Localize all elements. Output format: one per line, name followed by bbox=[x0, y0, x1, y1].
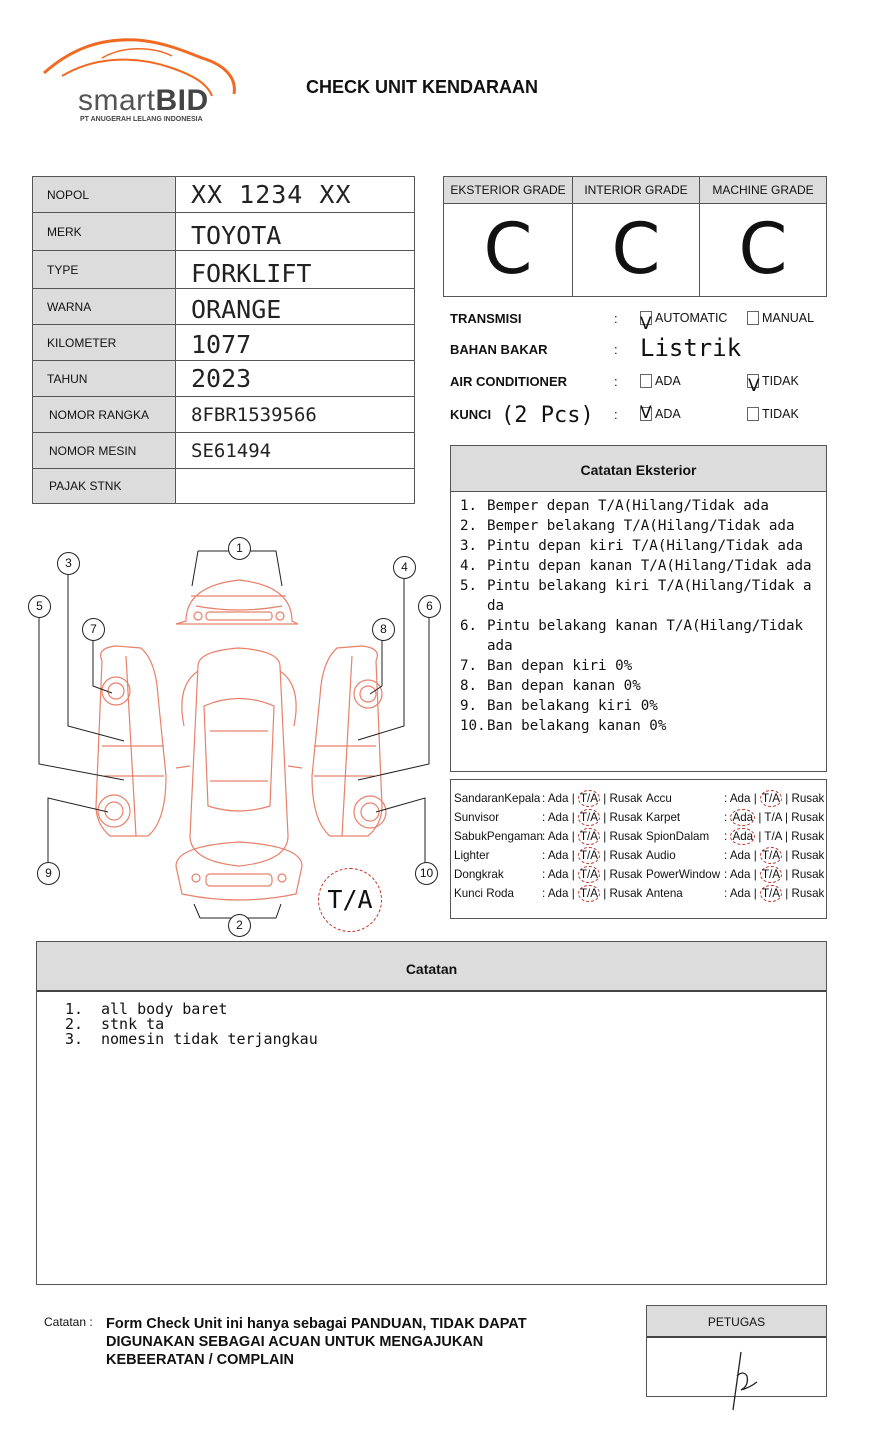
logo-brand: smartBID bbox=[78, 84, 209, 117]
officer-label: PETUGAS bbox=[647, 1306, 826, 1338]
colon: : bbox=[614, 342, 618, 357]
ac-ada-label: ADA bbox=[655, 374, 681, 388]
option-ada: Ada bbox=[547, 887, 569, 900]
option-rusak: Rusak bbox=[609, 792, 643, 805]
accessory-row bbox=[454, 827, 642, 846]
option-ta-selected: T/A bbox=[579, 868, 598, 881]
accessory-name: Dongkrak bbox=[454, 868, 504, 881]
page-title: CHECK UNIT KENDARAAN bbox=[306, 77, 538, 97]
accessory-name: SpionDalam bbox=[646, 830, 710, 843]
colon: : bbox=[724, 887, 728, 900]
option-ta-selected: T/A bbox=[579, 849, 598, 862]
accessory-row bbox=[454, 865, 642, 884]
bahan-bakar-label: BAHAN BAKAR bbox=[450, 342, 548, 357]
option-ta-selected: T/A bbox=[579, 830, 598, 843]
option-ta-selected: T/A bbox=[579, 792, 598, 805]
separator: | bbox=[603, 849, 607, 862]
option-ada: Ada bbox=[547, 830, 569, 843]
accessory-name: Sunvisor bbox=[454, 811, 500, 824]
accessory-name: Audio bbox=[646, 849, 676, 862]
check-mark-icon: V bbox=[640, 314, 652, 334]
info-row bbox=[33, 251, 415, 289]
accessory-row bbox=[646, 846, 824, 865]
info-label: NOPOL bbox=[33, 177, 176, 213]
item-number: 1. bbox=[65, 1000, 84, 1018]
automatic-label: AUTOMATIC bbox=[655, 311, 728, 325]
accessory-row bbox=[454, 789, 642, 808]
info-label: PAJAK STNK bbox=[33, 469, 176, 504]
info-value: 1077 bbox=[176, 325, 415, 361]
option-ta: T/A bbox=[764, 811, 782, 824]
info-label: NOMOR RANGKA bbox=[33, 397, 176, 433]
notes-title: Catatan bbox=[37, 942, 826, 992]
ac-tidak-label: TIDAK bbox=[762, 374, 799, 388]
option-ta-selected: T/A bbox=[579, 887, 598, 900]
option-ta-selected: T/A bbox=[761, 868, 780, 881]
separator: | bbox=[571, 792, 575, 805]
option-ada: Ada bbox=[547, 868, 569, 881]
info-row bbox=[33, 289, 415, 325]
item-text: nomesin tidak terjangkau bbox=[101, 1030, 318, 1048]
info-row bbox=[33, 361, 415, 397]
option-ta: T/A bbox=[764, 830, 782, 843]
option-rusak: Rusak bbox=[791, 830, 825, 843]
info-value bbox=[176, 469, 415, 504]
separator: | bbox=[603, 792, 607, 805]
exterior-note-item bbox=[460, 556, 826, 576]
separator: | bbox=[753, 887, 757, 900]
item-number: 2. bbox=[460, 518, 478, 534]
option-ada: Ada bbox=[729, 792, 751, 805]
colon: : bbox=[614, 407, 618, 422]
grade-table bbox=[443, 176, 827, 297]
colon: : bbox=[724, 868, 728, 881]
accessory-row bbox=[454, 846, 642, 865]
manual-checkbox[interactable] bbox=[747, 311, 759, 325]
option-rusak: Rusak bbox=[791, 811, 825, 824]
separator: | bbox=[785, 830, 789, 843]
option-rusak: Rusak bbox=[609, 849, 643, 862]
info-value: 2023 bbox=[176, 361, 415, 397]
item-number: 2. bbox=[65, 1015, 84, 1033]
exterior-note-item bbox=[460, 676, 826, 696]
info-row bbox=[33, 397, 415, 433]
note-item bbox=[65, 1032, 826, 1047]
callout-2: 2 bbox=[228, 914, 251, 937]
signature-icon bbox=[727, 1346, 767, 1416]
colon: : bbox=[542, 868, 546, 881]
notes-list bbox=[37, 992, 826, 1047]
accessory-name: SandaranKepala bbox=[454, 792, 541, 805]
info-value: XX 1234 XX bbox=[176, 177, 415, 213]
item-number: 3. bbox=[460, 538, 478, 554]
colon: : bbox=[724, 830, 728, 843]
info-value: SE61494 bbox=[176, 433, 415, 469]
option-ada-selected: Ada bbox=[732, 811, 754, 824]
info-label: NOMOR MESIN bbox=[33, 433, 176, 469]
logo-company: PT ANUGERAH LELANG INDONESIA bbox=[80, 116, 203, 123]
separator: | bbox=[785, 811, 789, 824]
callout-9: 9 bbox=[37, 862, 60, 885]
colon: : bbox=[614, 311, 618, 326]
disclaimer-text: Form Check Unit ini hanya sebagai PANDUAN, TIDAK DAPAT DIGUNAKAN SEBAGAI ACUAN UNTUK MENGAJUKAN KEBEERATAN / COMPLAIN bbox=[106, 1316, 527, 1368]
item-text: stnk ta bbox=[101, 1015, 165, 1033]
separator: | bbox=[753, 868, 757, 881]
item-number: 8. bbox=[460, 678, 478, 694]
option-ta-selected: T/A bbox=[761, 887, 780, 900]
callout-8: 8 bbox=[372, 618, 395, 641]
separator: | bbox=[758, 830, 762, 843]
option-rusak: Rusak bbox=[609, 811, 643, 824]
item-text: Pintu belakang kanan T/A(Hilang/Tidak ada bbox=[487, 618, 804, 654]
info-value: FORKLIFT bbox=[176, 251, 415, 289]
option-ta-selected: T/A bbox=[761, 849, 780, 862]
colon: : bbox=[724, 792, 728, 805]
bahan-bakar-value: Listrik bbox=[640, 334, 742, 362]
separator: | bbox=[785, 868, 789, 881]
grade-value: C bbox=[483, 208, 533, 290]
separator: | bbox=[603, 811, 607, 824]
colon: : bbox=[542, 887, 546, 900]
accessory-name: Accu bbox=[646, 792, 672, 805]
exterior-note-item bbox=[460, 616, 826, 656]
separator: | bbox=[603, 830, 607, 843]
option-ta-selected: T/A bbox=[579, 811, 598, 824]
item-number: 4. bbox=[460, 558, 478, 574]
info-value: 8FBR1539566 bbox=[176, 397, 415, 433]
grade-value: C bbox=[738, 208, 788, 290]
colon: : bbox=[724, 849, 728, 862]
accessory-name: Lighter bbox=[454, 849, 490, 862]
info-value: ORANGE bbox=[176, 289, 415, 325]
ta-stamp: T/A bbox=[318, 868, 382, 932]
separator: | bbox=[785, 849, 789, 862]
item-number: 5. bbox=[460, 578, 478, 594]
callout-10: 10 bbox=[415, 862, 438, 885]
kunci-label: KUNCI bbox=[450, 407, 492, 422]
grade-value: C bbox=[611, 208, 661, 290]
accessory-row bbox=[646, 884, 824, 903]
option-ada: Ada bbox=[729, 849, 751, 862]
option-rusak: Rusak bbox=[609, 830, 643, 843]
option-ada: Ada bbox=[547, 811, 569, 824]
option-ada: Ada bbox=[729, 868, 751, 881]
transmisi-label: TRANSMISI bbox=[450, 311, 522, 326]
colon: : bbox=[614, 374, 618, 389]
exterior-notes-list bbox=[451, 492, 826, 736]
accessory-name: Antena bbox=[646, 887, 683, 900]
kunci-count: (2 Pcs) bbox=[501, 403, 594, 428]
item-number: 3. bbox=[65, 1030, 84, 1048]
vehicle-info-table bbox=[32, 176, 415, 504]
item-text: Bemper belakang T/A(Hilang/Tidak ada bbox=[487, 518, 795, 534]
callout-1: 1 bbox=[228, 537, 251, 560]
item-number: 6. bbox=[460, 618, 478, 634]
kunci-tidak-checkbox[interactable] bbox=[747, 407, 759, 421]
callout-6: 6 bbox=[418, 595, 441, 618]
separator: | bbox=[753, 792, 757, 805]
option-ada: Ada bbox=[547, 792, 569, 805]
footer-label: Catatan : bbox=[44, 1315, 93, 1329]
accessory-row bbox=[454, 808, 642, 827]
separator: | bbox=[571, 849, 575, 862]
grade-interior bbox=[573, 177, 700, 296]
kunci-ada-label: ADA bbox=[655, 407, 681, 421]
info-label: MERK bbox=[33, 213, 176, 251]
accessories-panel bbox=[450, 779, 827, 919]
kunci-tidak-label: TIDAK bbox=[762, 407, 799, 421]
accessory-row bbox=[646, 827, 824, 846]
info-label: KILOMETER bbox=[33, 325, 176, 361]
option-rusak: Rusak bbox=[609, 868, 643, 881]
info-label: WARNA bbox=[33, 289, 176, 325]
callout-3: 3 bbox=[57, 552, 80, 575]
exterior-note-item bbox=[460, 516, 826, 536]
colon: : bbox=[542, 792, 546, 805]
item-text: Ban belakang kanan 0% bbox=[487, 718, 667, 734]
accessory-name: Kunci Roda bbox=[454, 887, 514, 900]
separator: | bbox=[571, 887, 575, 900]
ac-ada-checkbox[interactable] bbox=[640, 374, 652, 388]
separator: | bbox=[785, 887, 789, 900]
separator: | bbox=[571, 811, 575, 824]
item-text: Pintu belakang kiri T/A(Hilang/Tidak ada bbox=[487, 578, 812, 614]
item-number: 10. bbox=[460, 718, 486, 734]
item-number: 7. bbox=[460, 658, 478, 674]
exterior-note-item bbox=[460, 576, 826, 616]
accessory-name: Karpet bbox=[646, 811, 681, 824]
separator: | bbox=[785, 792, 789, 805]
item-number: 9. bbox=[460, 698, 478, 714]
callout-7: 7 bbox=[82, 618, 105, 641]
separator: | bbox=[603, 868, 607, 881]
car-outline-icon bbox=[26, 536, 446, 938]
accessory-row bbox=[454, 884, 642, 903]
info-row bbox=[33, 325, 415, 361]
check-mark-icon: V bbox=[748, 376, 760, 396]
item-text: Pintu depan kiri T/A(Hilang/Tidak ada bbox=[487, 538, 804, 554]
accessory-name: SabukPengaman bbox=[454, 830, 543, 843]
separator: | bbox=[758, 811, 762, 824]
option-ada-selected: Ada bbox=[732, 830, 754, 843]
exterior-note-item bbox=[460, 656, 826, 676]
grade-exterior bbox=[444, 177, 573, 296]
grade-label: EKSTERIOR GRADE bbox=[444, 177, 572, 204]
exterior-note-item bbox=[460, 536, 826, 556]
item-text: Bemper depan T/A(Hilang/Tidak ada bbox=[487, 498, 769, 514]
option-ta-selected: T/A bbox=[761, 792, 780, 805]
option-ada: Ada bbox=[729, 887, 751, 900]
logo bbox=[42, 28, 242, 128]
callout-5: 5 bbox=[28, 595, 51, 618]
separator: | bbox=[571, 830, 575, 843]
grade-label: MACHINE GRADE bbox=[700, 177, 826, 204]
item-text: Pintu depan kanan T/A(Hilang/Tidak ada bbox=[487, 558, 812, 574]
accessory-row bbox=[646, 865, 824, 884]
info-row bbox=[33, 177, 415, 213]
accessory-row bbox=[646, 808, 824, 827]
exterior-notes-title: Catatan Eksterior bbox=[451, 446, 826, 492]
option-rusak: Rusak bbox=[609, 887, 643, 900]
exterior-notes-panel bbox=[450, 445, 827, 772]
info-row bbox=[33, 469, 415, 504]
manual-label: MANUAL bbox=[762, 311, 815, 325]
colon: : bbox=[542, 830, 546, 843]
notes-panel bbox=[36, 941, 827, 1285]
info-label: TAHUN bbox=[33, 361, 176, 397]
note-item bbox=[65, 1002, 826, 1017]
exterior-note-item bbox=[460, 716, 826, 736]
car-damage-diagram bbox=[26, 536, 446, 938]
info-row bbox=[33, 433, 415, 469]
option-rusak: Rusak bbox=[791, 849, 825, 862]
item-number: 1. bbox=[460, 498, 478, 514]
info-label: TYPE bbox=[33, 251, 176, 289]
item-text: Ban belakang kiri 0% bbox=[487, 698, 658, 714]
separator: | bbox=[603, 887, 607, 900]
option-ada: Ada bbox=[547, 849, 569, 862]
colon: : bbox=[724, 811, 728, 824]
callout-4: 4 bbox=[393, 556, 416, 579]
info-row bbox=[33, 213, 415, 251]
separator: | bbox=[753, 849, 757, 862]
grade-label: INTERIOR GRADE bbox=[573, 177, 699, 204]
option-rusak: Rusak bbox=[791, 792, 825, 805]
separator: | bbox=[571, 868, 575, 881]
exterior-note-item bbox=[460, 496, 826, 516]
check-mark-icon: V bbox=[640, 403, 652, 423]
colon: : bbox=[542, 811, 546, 824]
item-text: Ban depan kanan 0% bbox=[487, 678, 641, 694]
item-text: Ban depan kiri 0% bbox=[487, 658, 633, 674]
option-rusak: Rusak bbox=[791, 887, 825, 900]
exterior-note-item bbox=[460, 696, 826, 716]
ac-label: AIR CONDITIONER bbox=[450, 374, 567, 389]
accessory-name: PowerWindow bbox=[646, 868, 721, 881]
colon: : bbox=[542, 849, 546, 862]
officer-signature-box bbox=[646, 1305, 827, 1397]
info-value: TOYOTA bbox=[176, 213, 415, 251]
item-text: all body baret bbox=[101, 1000, 228, 1018]
accessory-row bbox=[646, 789, 824, 808]
option-rusak: Rusak bbox=[791, 868, 825, 881]
grade-machine bbox=[700, 177, 826, 296]
